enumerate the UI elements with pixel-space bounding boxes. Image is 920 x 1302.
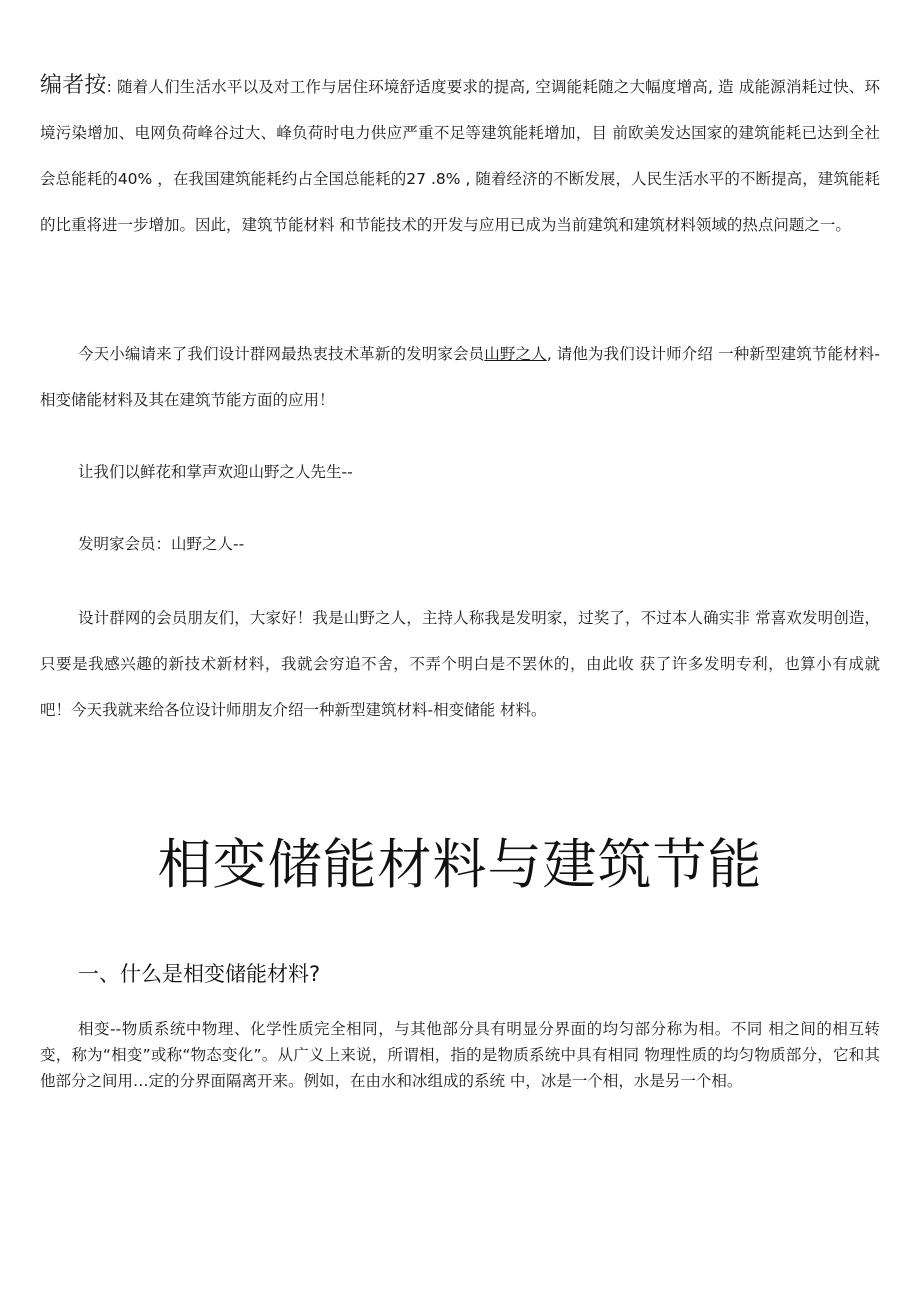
editor-note-label: 编者按 — [40, 73, 107, 98]
editor-note-paragraph — [40, 63, 880, 248]
speaker-paragraph: 发明家会员：山野之人-- — [78, 535, 245, 553]
welcome-paragraph: 让我们以鲜花和掌声欢迎山野之人先生-- — [78, 463, 353, 481]
inventor-name-link[interactable]: 山野之人 — [484, 345, 547, 363]
intro-text-after: , 请他为我们设计师介绍 一种新型建筑节能材料-相变储能材料及其在建筑节能方面的应用！ — [40, 345, 880, 409]
editor-note-colon: : — [106, 78, 112, 96]
editor-note-text: 随着人们生活水平以及对工作与居住环境舒适度要求的提高, 空调能耗随之大幅度增高, 造 成能源消耗过快、环境污染增加、电网负荷峰谷过大、峰负荷时电力供应严重不足等建筑能耗增加，目 前欧美发达国家的建筑能耗已达到全社会总能耗的40% ，在我国建筑能耗约占全国总能耗的27 .8% , 随着经济的不断发展，人民生活水平的不断提高，建筑能耗的比重将进一步增加。因此，建筑节能材料 和节能技术的开发与应用已成为当前建筑和建筑材料领域的热点问题之一。 — [40, 78, 880, 234]
greeting-paragraph: 设计群网的会员朋友们，大家好！我是山野之人，主持人称我是发明家，过奖了，不过本人确实非 常喜欢发明创造，只要是我感兴趣的新技术新材料，我就会穷追不舍，不弄个明白是不罢休的，由此收 获了许多发明专利，也算小有成就吧！今天我就来给各位设计师朋友介绍一种新型建筑材料-相变储能 材料。 — [40, 609, 880, 719]
intro-paragraph — [40, 331, 880, 423]
section-1-body: 相变--物质系统中物理、化学性质完全相同，与其他部分具有明显分界面的均匀部分称为相。不同 相之间的相互转变，称为“相变”或称“物态变化”。从广义上来说，所谓相，指的是物质系统中具有相同 物理性质的均匀物质部分，它和其他部分之间用…定的分界面隔离开来。例如，在由水和冰组成的系统 中，冰是一个相，水是另一个相。 — [40, 1020, 880, 1090]
intro-text-before: 今天小编请来了我们设计群网最热衷技术革新的发明家会员 — [78, 345, 485, 363]
document-title: 相变储能材料与建筑节能 — [157, 833, 763, 896]
section-1-heading: 一、什么是相变储能材料? — [78, 962, 321, 986]
